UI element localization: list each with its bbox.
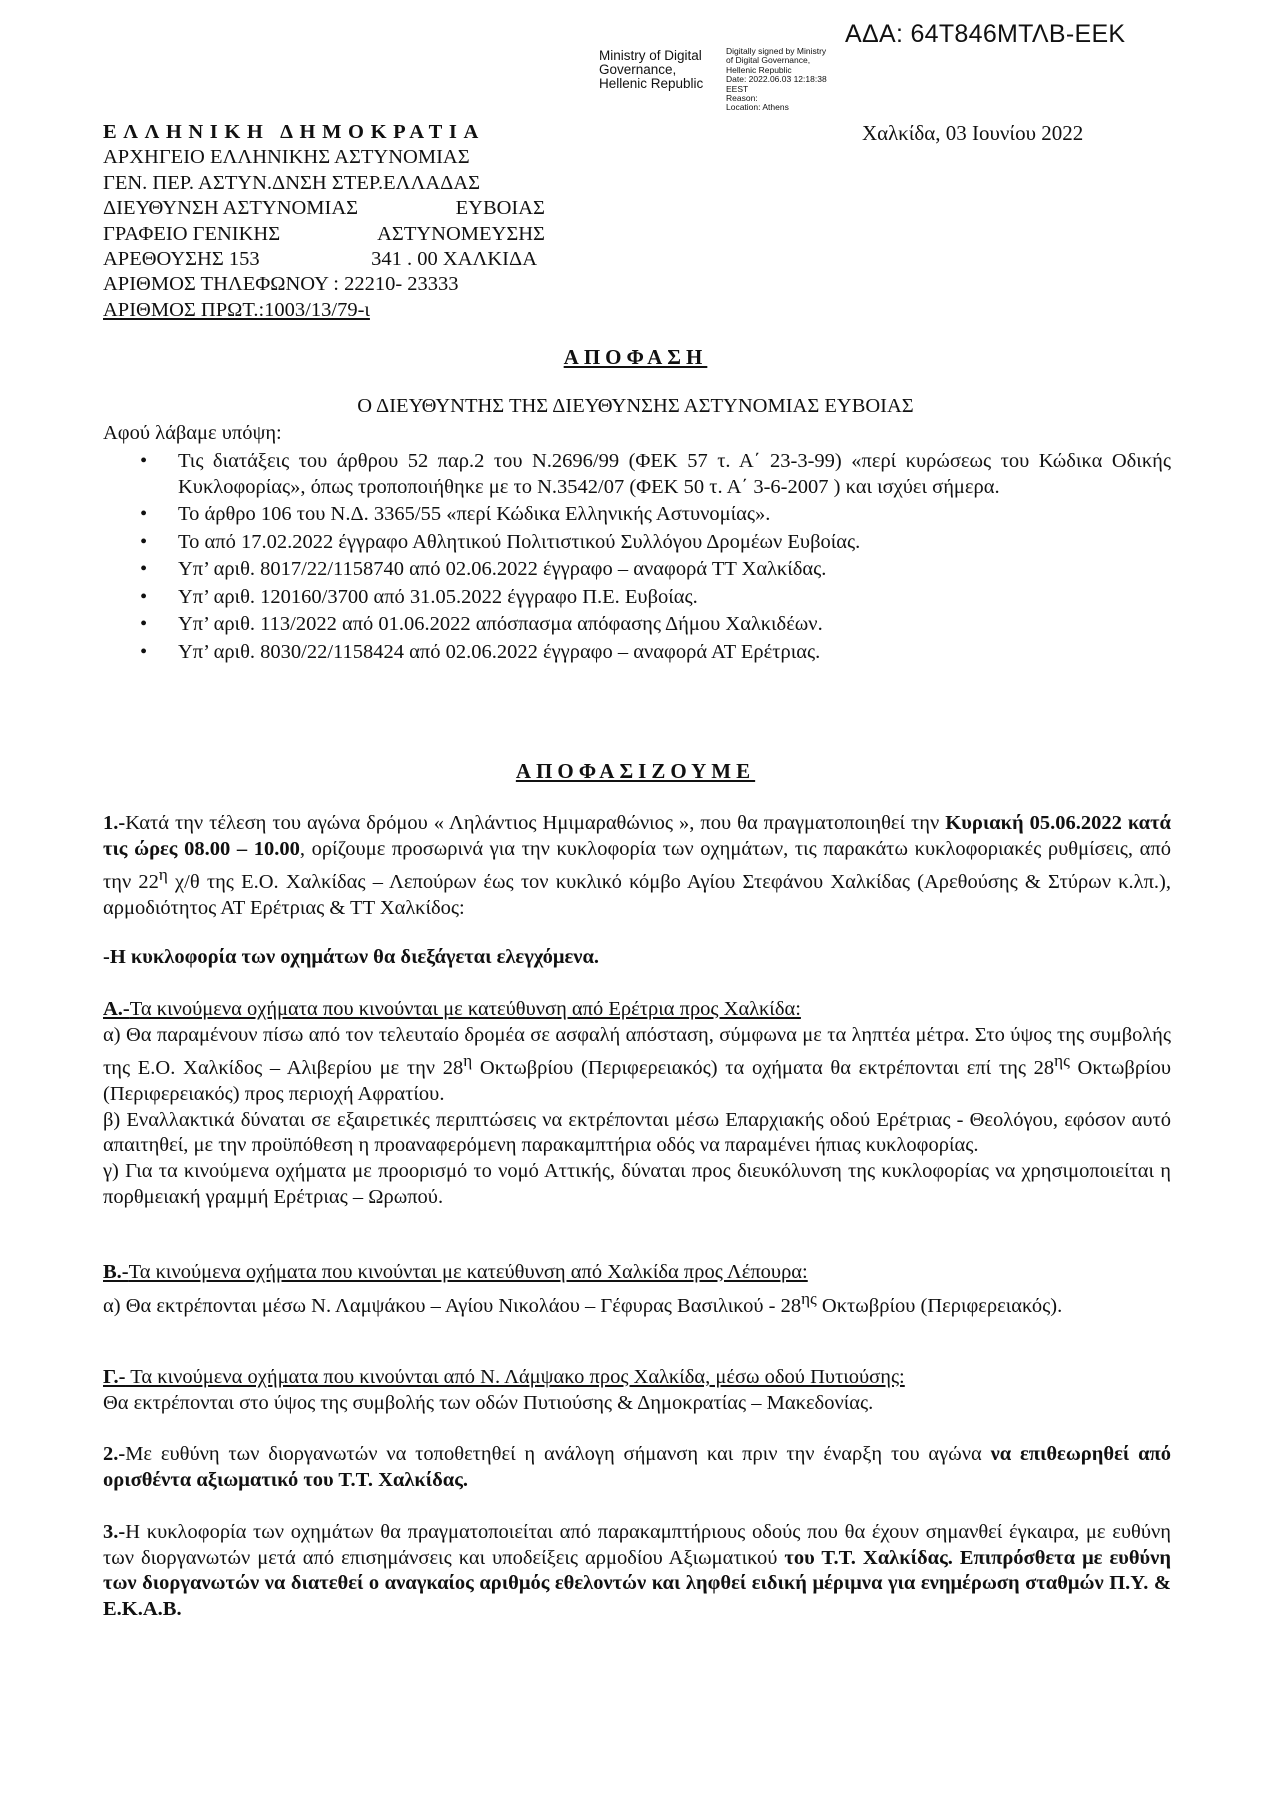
bullet-icon: • [140, 503, 148, 525]
signature-detail-line: Date: 2022.06.03 12:18:38 [726, 74, 827, 85]
signature-detail-line: Reason: [726, 93, 758, 104]
signature-detail-line: of Digital Governance, [726, 55, 811, 66]
signature-detail-line: Location: Athens [726, 102, 789, 113]
letterhead [103, 120, 545, 323]
section-text: α) Θα εκτρέπονται μέσω Ν. Λαμψάκου – Αγίου Νικολάου – Γέφυρας Βασιλικού - 28 [103, 1294, 802, 1317]
letterhead-text: ΓΡΑΦΕΙΟ ΓΕΝΙΚΗΣ [103, 222, 281, 245]
list-item [140, 502, 1171, 528]
paragraph-text: χ/θ της Ε.Ο. Χαλκίδας – Λεπούρων έως τον κυκλικό κόμβο Αγίου Στεφάνου Χαλκίδας (Αρεθούσης & Στύρων κ.λπ.), αρμοδιότητος ΑΤ Ερέτριας & ΤΤ Χαλκίδος: [103, 871, 1172, 919]
section-label: Γ.- [103, 1366, 126, 1388]
section-text: β) Εναλλακτικά δύναται σε εξαιρετικές περιπτώσεις να εκτρέπονται μέσω Επαρχιακής οδού Ερέτριας - Θεολόγου, εφόσον αυτό απαιτηθεί, με την προϋπόθεση η προαναφερόμενη παρακαμπτήρια οδός να παραμένει ήπιας κυκλοφορίας. [103, 1108, 1171, 1157]
letterhead-text: 341 . 00 ΧΑΛΚΙΔΑ [371, 248, 537, 271]
considerations-list [140, 449, 1171, 667]
letterhead-text: ΔΙΕΥΘΥΝΣΗ ΑΣΤΥΝΟΜΙΑΣ [103, 197, 359, 220]
section-text: Θα εκτρέπονται στο ύψος της συμβολής των οδών Πυτιούσης & Δημοκρατίας – Μακεδονίας. [103, 1391, 874, 1414]
bullet-icon: • [140, 585, 148, 608]
signature-detail-line: Hellenic Republic [726, 64, 792, 75]
paragraph-bold-text: να επιθεωρηθεί από ορισθέντα αξιωματικό του Τ.Τ. Χαλκίδας. [103, 1443, 1171, 1491]
letterhead-text: ΑΡΕΘΟΥΣΗΣ 153 [103, 248, 260, 271]
letterhead-line: ΓΕΝ. ΠΕΡ. ΑΣΤΥΝ.ΔΝΣΗ ΣΤΕΡ.ΕΛΛΑΔΑΣ [103, 171, 481, 194]
intro-line: Αφού λάβαμε υπόψη: [103, 422, 282, 444]
document-date: Χαλκίδα, 03 Ιουνίου 2022 [862, 121, 1084, 145]
section-label: Α.- [103, 998, 130, 1020]
decision-heading: ΑΠΟΦΑΣΗ [563, 345, 708, 369]
letterhead-line: ΑΡΧΗΓΕΙΟ ΕΛΛΗΝΙΚΗΣ ΑΣΤΥΝΟΜΙΑΣ [103, 146, 470, 169]
signature-details [726, 47, 827, 113]
bullet-icon: • [140, 530, 148, 553]
superscript: η [158, 865, 168, 885]
signature-detail-line: EEST [726, 83, 749, 94]
paragraph-number: 1.- [103, 812, 126, 834]
signature-org [599, 49, 703, 91]
signature-detail-line: Digitally signed by Ministry [726, 46, 827, 56]
signature-org-line: Ministry of Digital [599, 48, 702, 63]
paragraph-text: , ορίζουμε προσωρινά για την κυκλοφορία των οχημάτων, τις παρακάτω κυκλοφοριακές ρυθμίσεις, από την 22 [103, 837, 1171, 894]
section-text: γ) Για τα κινούμενα οχήματα με προορισμό το νομό Αττικής, δύναται προς διευκόλυνση της κυκλοφορίας να χρησιμοποιείται η πορθμειακή γραμμή Ερέτριας – Ωρωπού. [103, 1160, 1171, 1208]
list-item-text: Υπ’ αριθ. 8030/22/1158424 από 02.06.2022 έγγραφο – αναφορά ΑΤ Ερέτριας. [178, 640, 821, 663]
list-item [140, 449, 1171, 500]
section-text: Οκτωβρίου (Περιφερειακός). [816, 1294, 1063, 1317]
paragraph-text: Με ευθύνη των διοργανωτών να τοποθετηθεί η ανάλογη σήμανση και πριν την έναρξη του αγώνα [125, 1443, 991, 1465]
section-text: Οκτωβρίου (Περιφερειακός) προς περιοχή Αφρατίου. [103, 1057, 1171, 1105]
section-label: Β.- [103, 1261, 129, 1283]
bullet-icon: • [140, 558, 148, 580]
letterhead-text: ΑΣΤΥΝΟΜΕΥΣΗΣ [377, 222, 545, 245]
superscript: η [463, 1051, 473, 1071]
paragraph-number: 3.- [103, 1521, 126, 1543]
controlled-traffic-line: -Η κυκλοφορία των οχημάτων θα διεξάγεται ελεγχόμενα. [103, 946, 600, 968]
paragraph-2 [103, 1442, 1171, 1493]
signature-org-line: Governance, [599, 62, 677, 77]
letterhead-text: ΕΥΒΟΙΑΣ [455, 197, 545, 220]
bullet-icon: • [140, 640, 148, 663]
paragraph-3 [103, 1520, 1171, 1623]
letterhead-title: ΕΛΛΗΝΙΚΗ ΔΗΜΟΚΡΑΤΙΑ [103, 121, 485, 143]
letterhead-line: ΑΡΙΘΜΟΣ ΤΗΛΕΦΩΝΟΥ : 22210- 23333 [103, 273, 459, 296]
list-item [140, 640, 1171, 666]
list-item-text: Τις διατάξεις του άρθρου 52 παρ.2 του Ν.2696/99 (ΦΕΚ 57 τ. Α΄ 23-3-99) «περί κυρώσεως του Κώδικα Οδικής Κυκλοφορίας», όπως τροποποιήθηκε με το Ν.3542/07 (ΦΕΚ 50 τ. Α΄ 3-6-2007 ) και ισχύει σήμερα. [178, 450, 1171, 498]
paragraph-text: Κατά την τέλεση του αγώνα δρόμου « Ληλάντιος Ημιμαραθώνιος », που θα πραγματοποιηθεί την [125, 812, 946, 834]
list-item [140, 612, 1171, 638]
letterhead-text: ΑΡΙΘΜΟΣ ΠΡΩΤ.:1003/13/79-ι [103, 298, 370, 321]
bullet-icon: • [140, 450, 148, 472]
section-text: α) Θα παραμένουν πίσω από τον τελευταίο δρομέα σε ασφαλή απόσταση, σύμφωνα με τα ληπτέα μέτρα. Στο ύψος της συμβολής της Ε.Ο. Χαλκίδος – Αλιβερίου με την 28 [103, 1023, 1171, 1080]
paragraph-text: Η κυκλοφορία των οχημάτων θα πραγματοποιείται από παρακαμπτήριους οδούς που θα έχουν σημανθεί έγκαιρα, με ευθύνη των διοργανωτών μετά από επισημάνσεις και υποδείξεις αρμοδίου Αξιωματικού [103, 1521, 1171, 1569]
list-item [140, 585, 1171, 611]
superscript: ης [801, 1288, 817, 1308]
letterhead-line [103, 222, 545, 247]
section-text: Οκτωβρίου (Περιφερειακός) τα οχήματα θα εκτρέπονται επί της 28 [472, 1057, 1055, 1080]
list-item-text: Υπ’ αριθ. 113/2022 από 01.06.2022 απόσπασμα απόφασης Δήμου Χαλκιδέων. [178, 613, 823, 635]
section-title: Τα κινούμενα οχήματα που κινούνται με κατεύθυνση από Ερέτρια προς Χαλκίδα: [129, 998, 801, 1020]
list-item-text: Το από 17.02.2022 έγγραφο Αθλητικού Πολιτιστικού Συλλόγου Δρομέων Ευβοίας. [178, 530, 861, 553]
list-item-text: Υπ’ αριθ. 120160/3700 από 31.05.2022 έγγραφο Π.Ε. Ευβοίας. [178, 585, 698, 608]
section-title: Τα κινούμενα οχήματα που κινούνται με κατεύθυνση από Χαλκίδα προς Λέπουρα: [128, 1261, 808, 1283]
paragraph-bold-text: Κυριακή 05.06.2022 κατά τις ώρες 08.00 – 10.00 [103, 812, 1171, 860]
section-title: Τα κινούμενα οχήματα που κινούνται από Ν. Λάμψακο προς Χαλκίδα, μέσω οδού Πυτιούσης: [125, 1366, 905, 1388]
section-a [103, 997, 1171, 1210]
letterhead-line [103, 247, 545, 272]
ada-code: ΑΔΑ: 64Τ846ΜΤΛΒ-ΕΕΚ [845, 20, 1126, 48]
protocol-number [103, 298, 545, 323]
bullet-icon: • [140, 613, 148, 635]
list-item [140, 530, 1171, 556]
section-c [103, 1365, 1171, 1416]
section-b [103, 1260, 1171, 1319]
paragraph-number: 2.- [103, 1443, 126, 1465]
paragraph-1 [103, 811, 1171, 922]
signature-org-line: Hellenic Republic [599, 76, 704, 91]
list-item-text: Το άρθρο 106 του Ν.Δ. 3365/55 «περί Κώδικα Ελληνικής Αστυνομίας». [178, 503, 771, 525]
director-line: Ο ΔΙΕΥΘΥΝΤΗΣ ΤΗΣ ΔΙΕΥΘΥΝΣΗΣ ΑΣΤΥΝΟΜΙΑΣ ΕΥΒΟΙΑΣ [357, 395, 914, 417]
decide-heading: ΑΠΟΦΑΣΙΖΟΥΜΕ [515, 759, 756, 783]
paragraph-bold-text: του Τ.Τ. Χαλκίδας. Επιπρόσθετα με ευθύνη των διοργανωτών να διατεθεί ο αναγκαίος αριθμός εθελοντών και ληφθεί ειδική μέριμνα για ενημέρωση σταθμών Π.Υ. & Ε.Κ.Α.Β. [103, 1546, 1171, 1621]
list-item [140, 557, 1171, 583]
superscript: ης [1054, 1051, 1070, 1071]
list-item-text: Υπ’ αριθ. 8017/22/1158740 από 02.06.2022 έγγραφο – αναφορά ΤΤ Χαλκίδας. [178, 558, 827, 580]
letterhead-line [103, 196, 545, 221]
